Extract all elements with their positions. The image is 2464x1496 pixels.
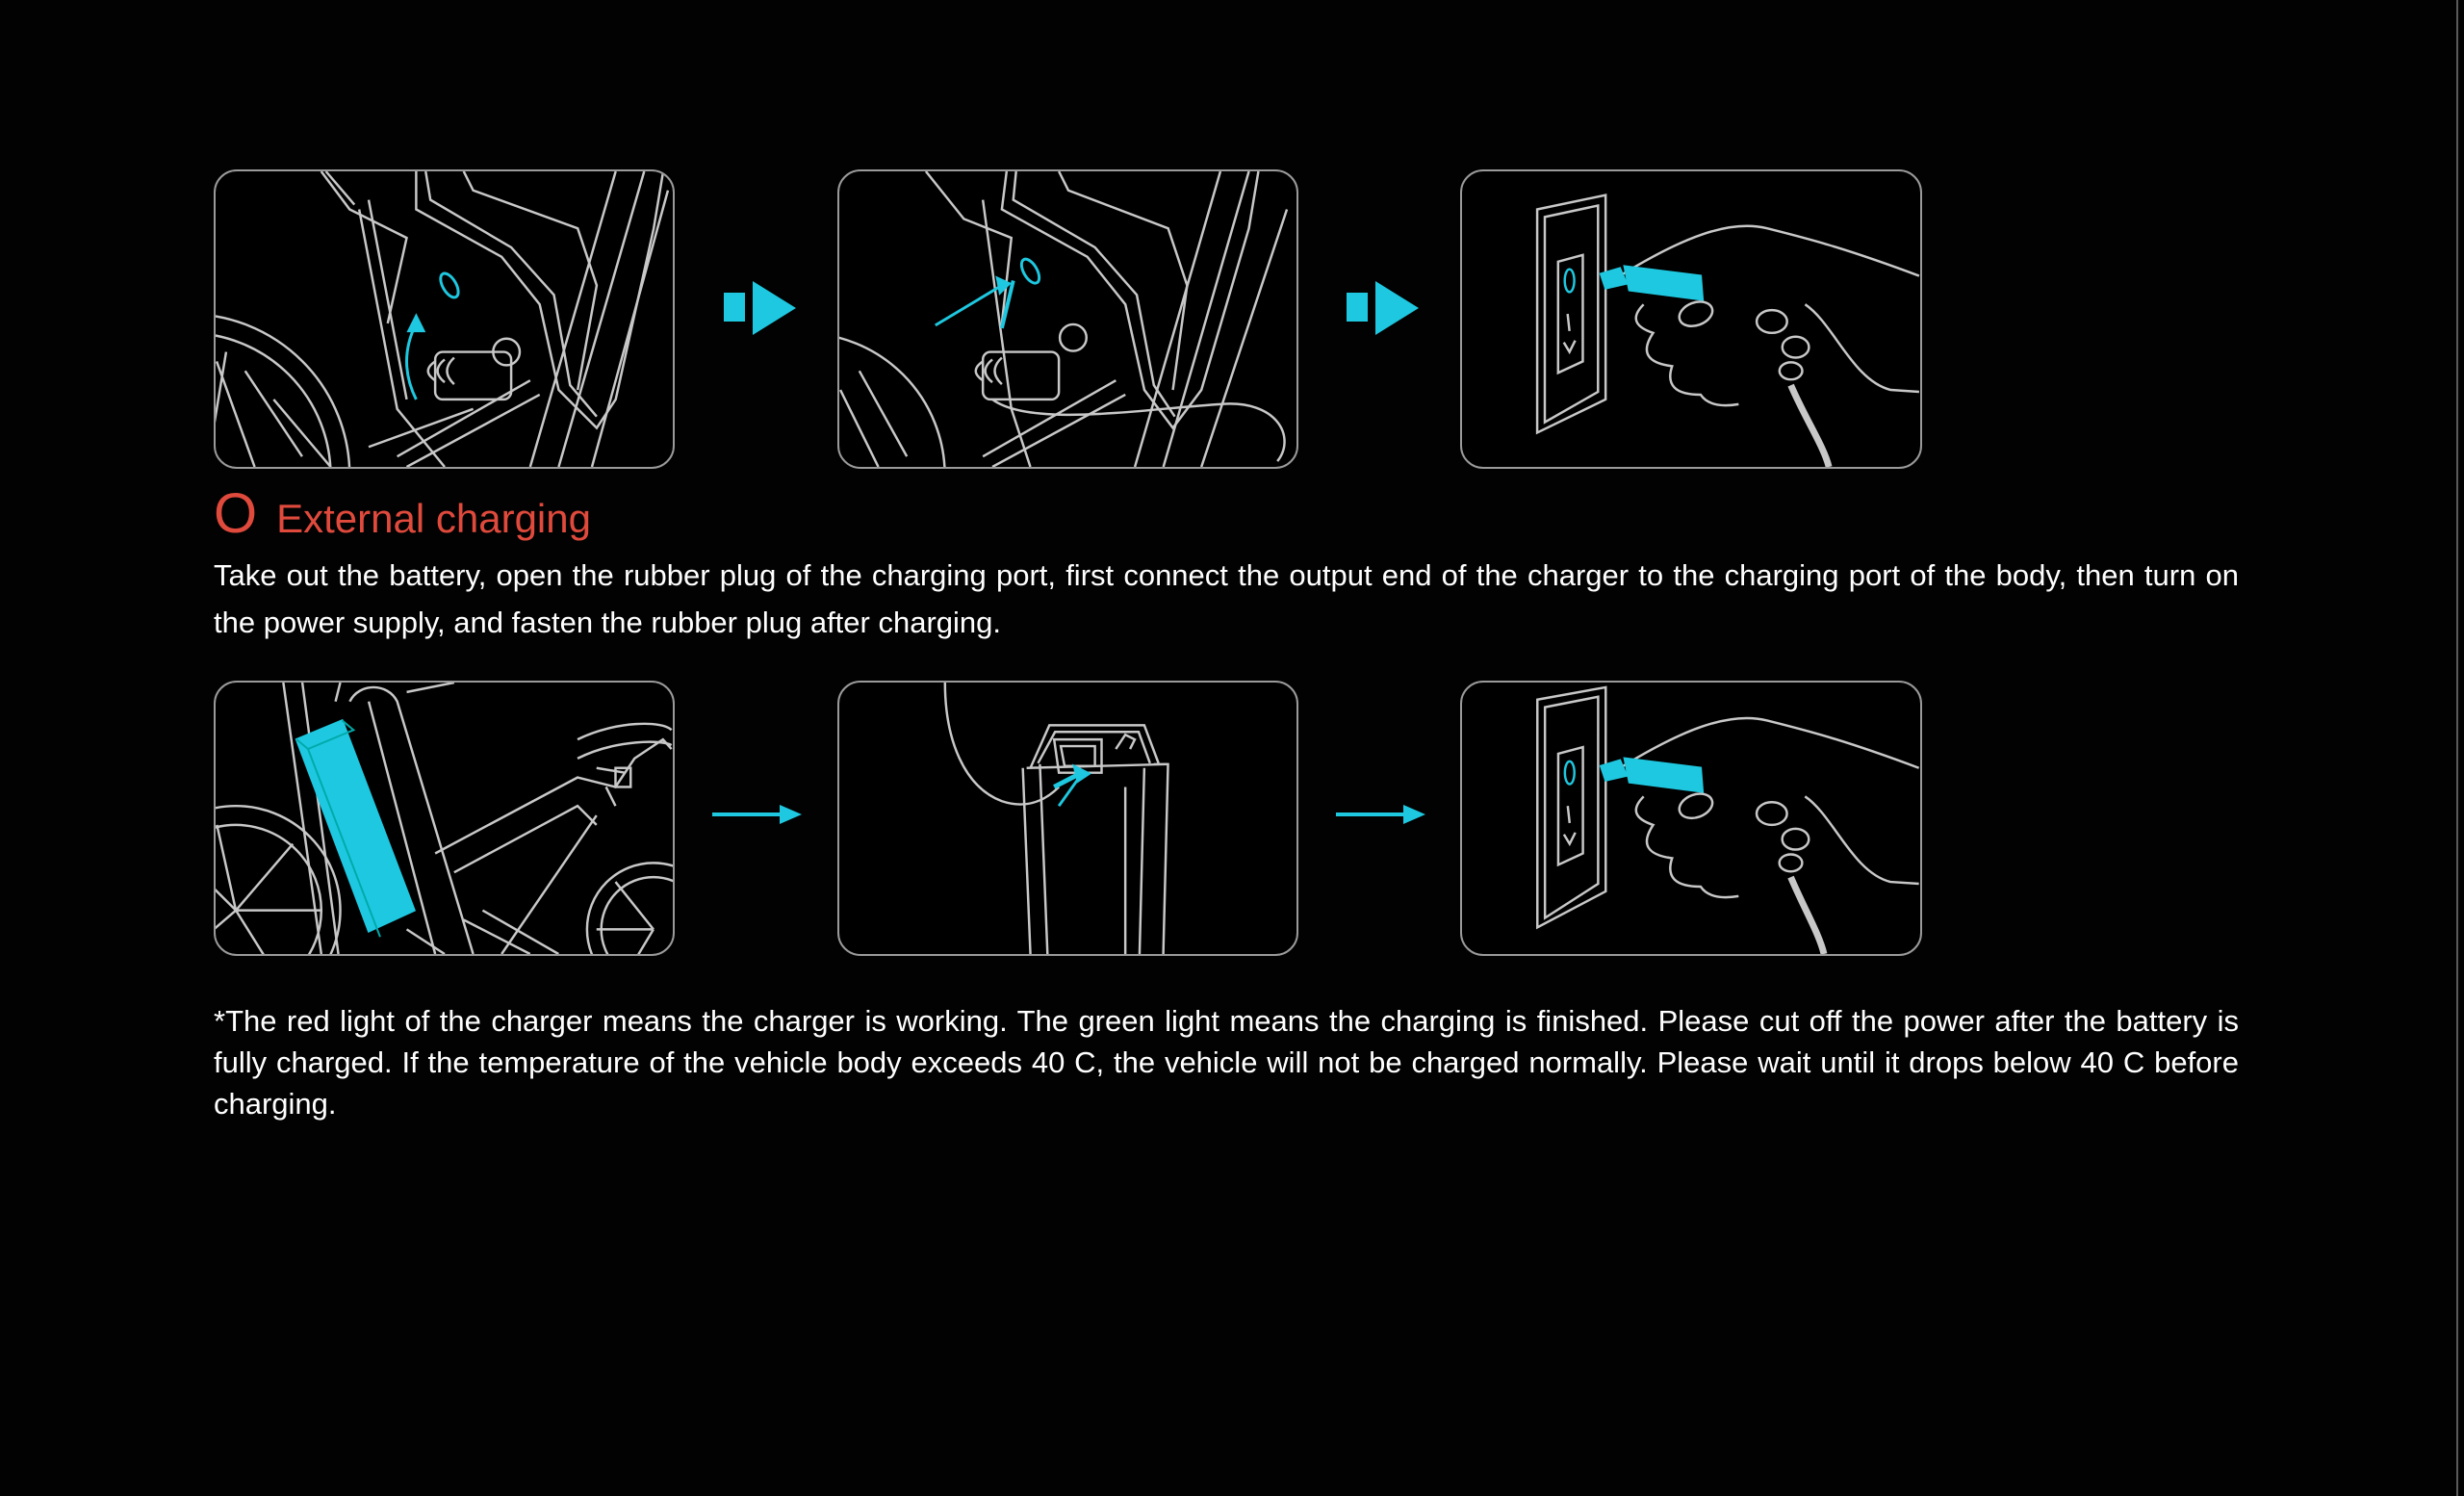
remove-battery-illustration: [214, 681, 675, 956]
page-edge-divider: [2456, 0, 2458, 1496]
open-port-illustration: [214, 169, 675, 469]
block-arrow-right-icon: [1347, 281, 1419, 335]
arrow-right-icon: [1336, 803, 1425, 826]
arrow-right-icon: [712, 803, 802, 826]
plug-into-socket-illustration: [1460, 169, 1922, 469]
block-arrow-right-icon: [724, 281, 796, 335]
connect-battery-illustration: [837, 681, 1298, 956]
plug-into-socket-illustration: [1460, 681, 1922, 956]
section-title: External charging: [276, 496, 591, 541]
section-heading: [214, 482, 591, 545]
charging-note-text: *The red light of the charger means the charger is working. The green light means the charging is finished. Please cut off the power after the battery is fully charged. If the temperature of the vehicle body exceeds 40 C, the vehicle will not be charged normally. Please wait until it drops below 40 C before charging.: [214, 1004, 2239, 1121]
connect-charger-illustration: [837, 169, 1298, 469]
section-marker: O: [214, 482, 258, 545]
instruction-text: Take out the battery, open the rubber plug of the charging port, first connect the output end of the charger to the charging port of the body, then turn on the power supply, and fasten the rubber plug after charging.: [214, 558, 2239, 639]
